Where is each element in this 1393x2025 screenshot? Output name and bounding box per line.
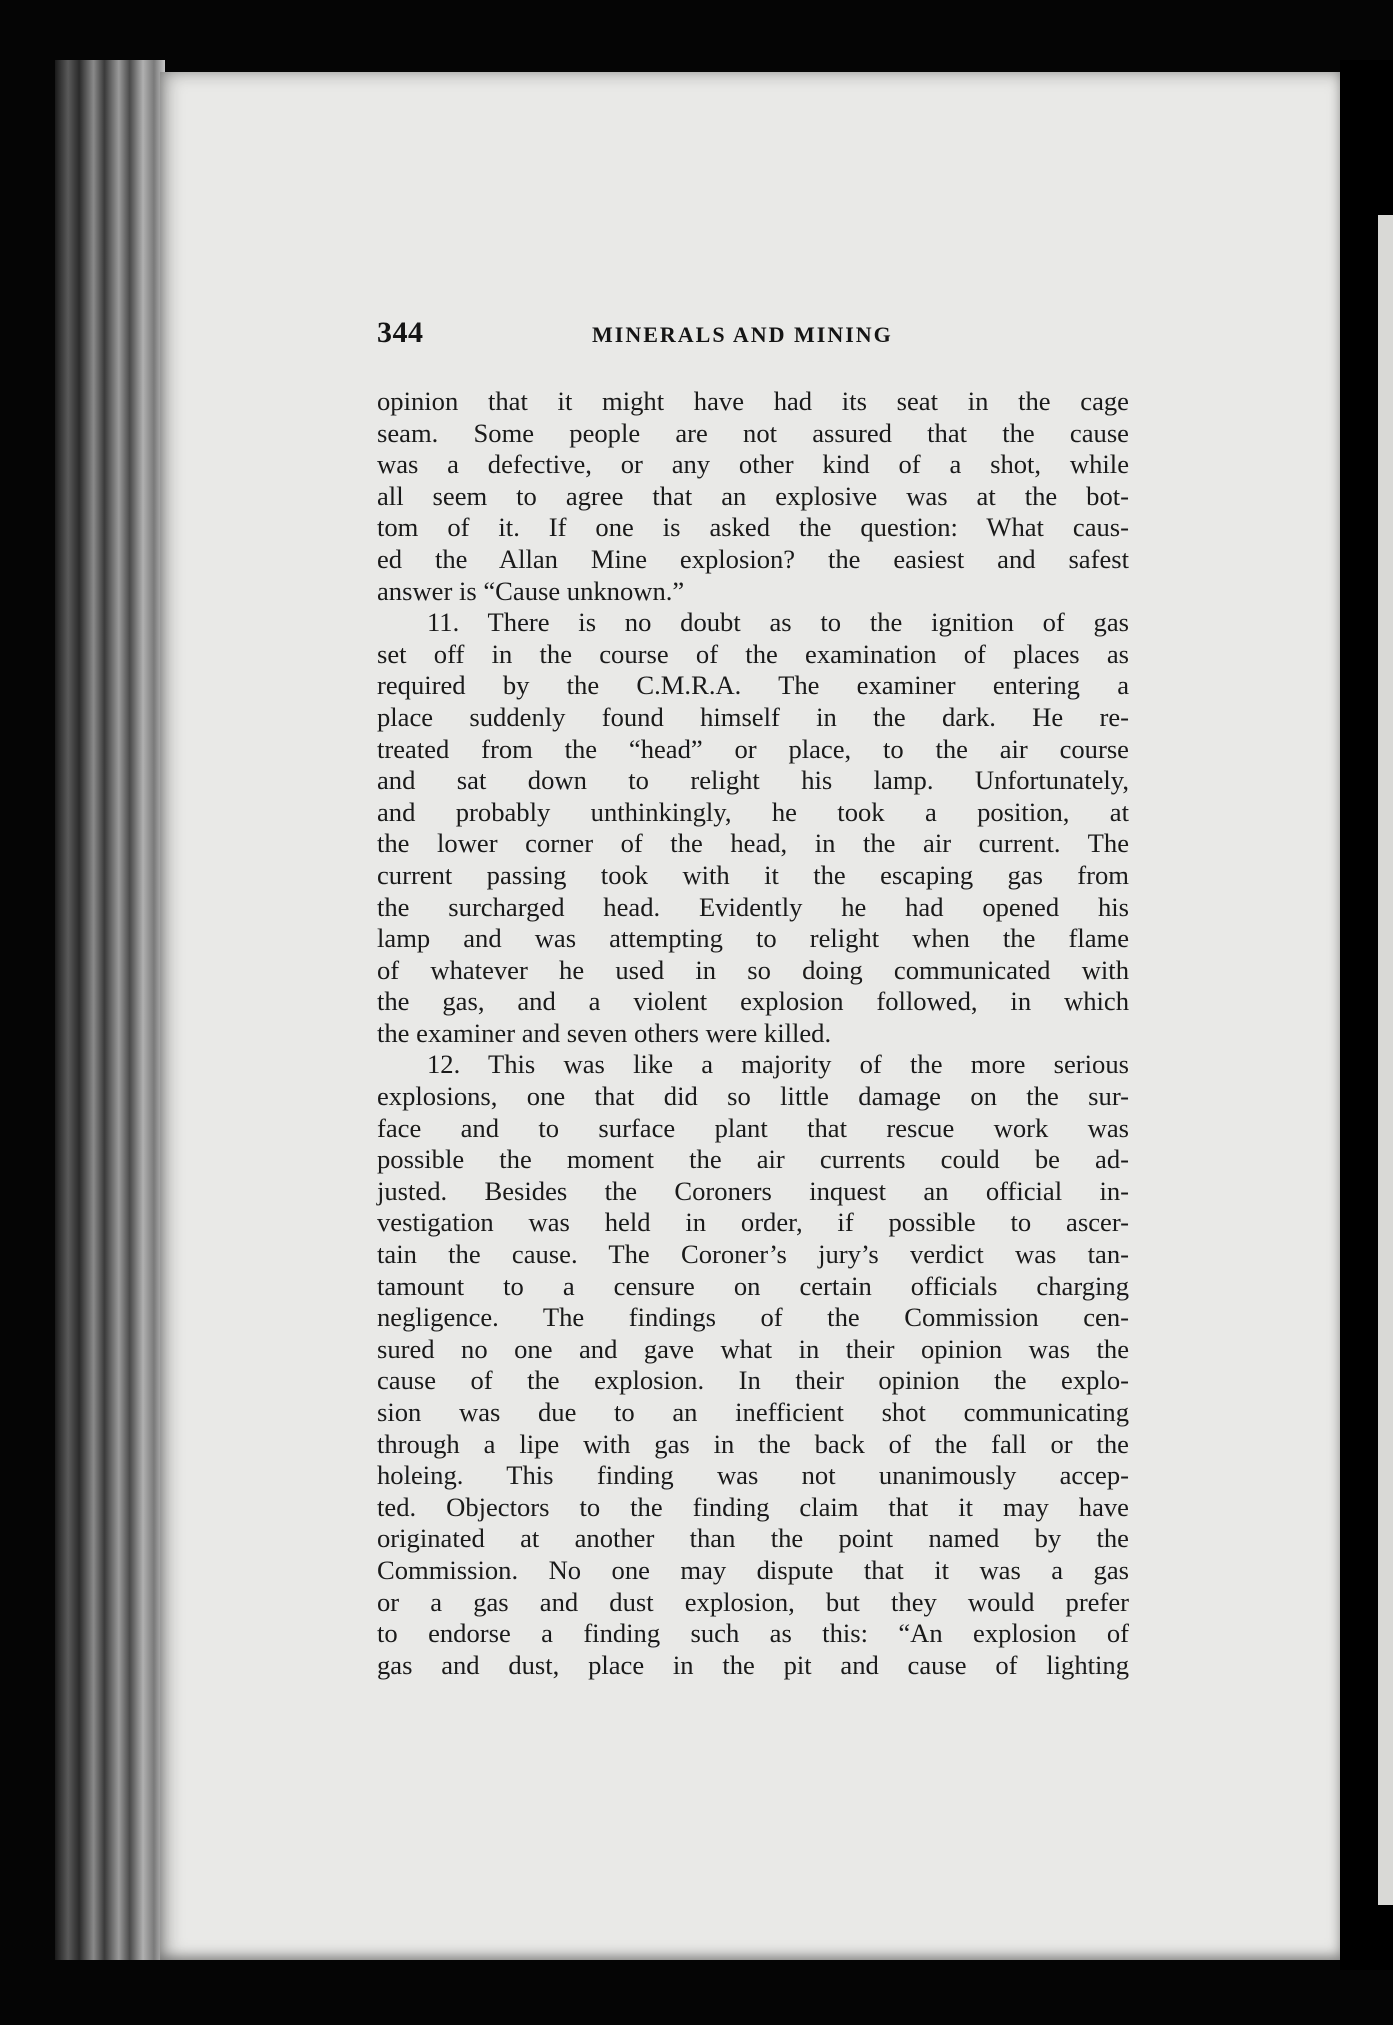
text-line: set off in the course of the examination of places as: [377, 638, 1129, 669]
text-line: the examiner and seven others were killed.: [377, 1017, 832, 1048]
text-line: answer is “Cause unknown.”: [377, 575, 685, 606]
text-line: or a gas and dust explosion, but they would prefer: [377, 1586, 1129, 1617]
page-number: 344: [377, 316, 424, 349]
text-line: possible the moment the air currents could be ad-: [377, 1144, 1129, 1175]
text-line: gas and dust, place in the pit and cause of lighting: [377, 1649, 1129, 1680]
text-line: explosions, one that did so little damage on the sur-: [377, 1081, 1129, 1112]
book-gutter: [55, 60, 165, 1960]
text-line: sion was due to an inefficient shot communicating: [377, 1397, 1129, 1427]
text-line: tom of it. If one is asked the question: What caus-: [377, 512, 1129, 543]
body-text: [377, 386, 1129, 1681]
facing-page-edge: [1378, 215, 1393, 1905]
text-line: sured no one and gave what in their opinion was the: [377, 1333, 1129, 1364]
text-line: cause of the explosion. In their opinion the explo-: [377, 1365, 1129, 1396]
text-line: place suddenly found himself in the dark. He re-: [377, 701, 1129, 732]
text-line: face and to surface plant that rescue work was: [377, 1112, 1129, 1143]
text-line: tamount to a censure on certain officials charging: [377, 1270, 1129, 1301]
text-line: Commission. No one may dispute that it was a gas: [377, 1554, 1129, 1585]
text-line: to endorse a finding such as this: “An explosion of: [377, 1618, 1129, 1649]
text-line: through a lipe with gas in the back of the fall or the: [377, 1428, 1129, 1459]
running-head: MINERALS AND MINING: [592, 322, 893, 347]
text-line: negligence. The findings of the Commission cen-: [377, 1302, 1129, 1333]
text-line: treated from the “head” or place, to the air course: [377, 733, 1129, 764]
text-line: holeing. This finding was not unanimously accep-: [377, 1460, 1129, 1491]
text-line: the lower corner of the head, in the air current. The: [377, 828, 1129, 859]
text-line: and probably unthinkingly, he took a position, at: [377, 796, 1129, 827]
text-line: was a defective, or any other kind of a shot, while: [377, 449, 1129, 480]
text-line: lamp and was attempting to relight when the flame: [377, 923, 1129, 954]
text-line: ted. Objectors to the finding claim that it may have: [377, 1491, 1129, 1522]
text-line: originated at another than the point named by the: [377, 1523, 1129, 1554]
text-line: and sat down to relight his lamp. Unfortunately,: [377, 765, 1129, 796]
text-line: current passing took with it the escaping gas from: [377, 859, 1129, 890]
text-line: vestigation was held in order, if possible to ascer-: [377, 1207, 1129, 1238]
page-header: [377, 316, 1129, 356]
paragraph-11-start: 11. There is no doubt as to the ignition of gas: [427, 607, 1129, 638]
text-line: required by the C.M.R.A. The examiner entering a: [377, 670, 1129, 701]
text-line: justed. Besides the Coroners inquest an official in-: [377, 1175, 1129, 1206]
text-line: of whatever he used in so doing communicated with: [377, 954, 1129, 985]
text-line: the surcharged head. Evidently he had opened his: [377, 891, 1129, 922]
text-line: tain the cause. The Coroner’s jury’s verdict was tan-: [377, 1239, 1129, 1270]
paragraph-12-start: 12. This was like a majority of the more serious: [427, 1049, 1129, 1080]
text-line: seam. Some people are not assured that the cause: [377, 417, 1129, 448]
text-line: all seem to agree that an explosive was at the bot-: [377, 480, 1129, 511]
text-line: ed the Allan Mine explosion? the easiest and safest: [377, 543, 1129, 574]
text-line: opinion that it might have had its seat in the cage: [377, 386, 1129, 416]
text-line: the gas, and a violent explosion followed, in which: [377, 986, 1129, 1017]
